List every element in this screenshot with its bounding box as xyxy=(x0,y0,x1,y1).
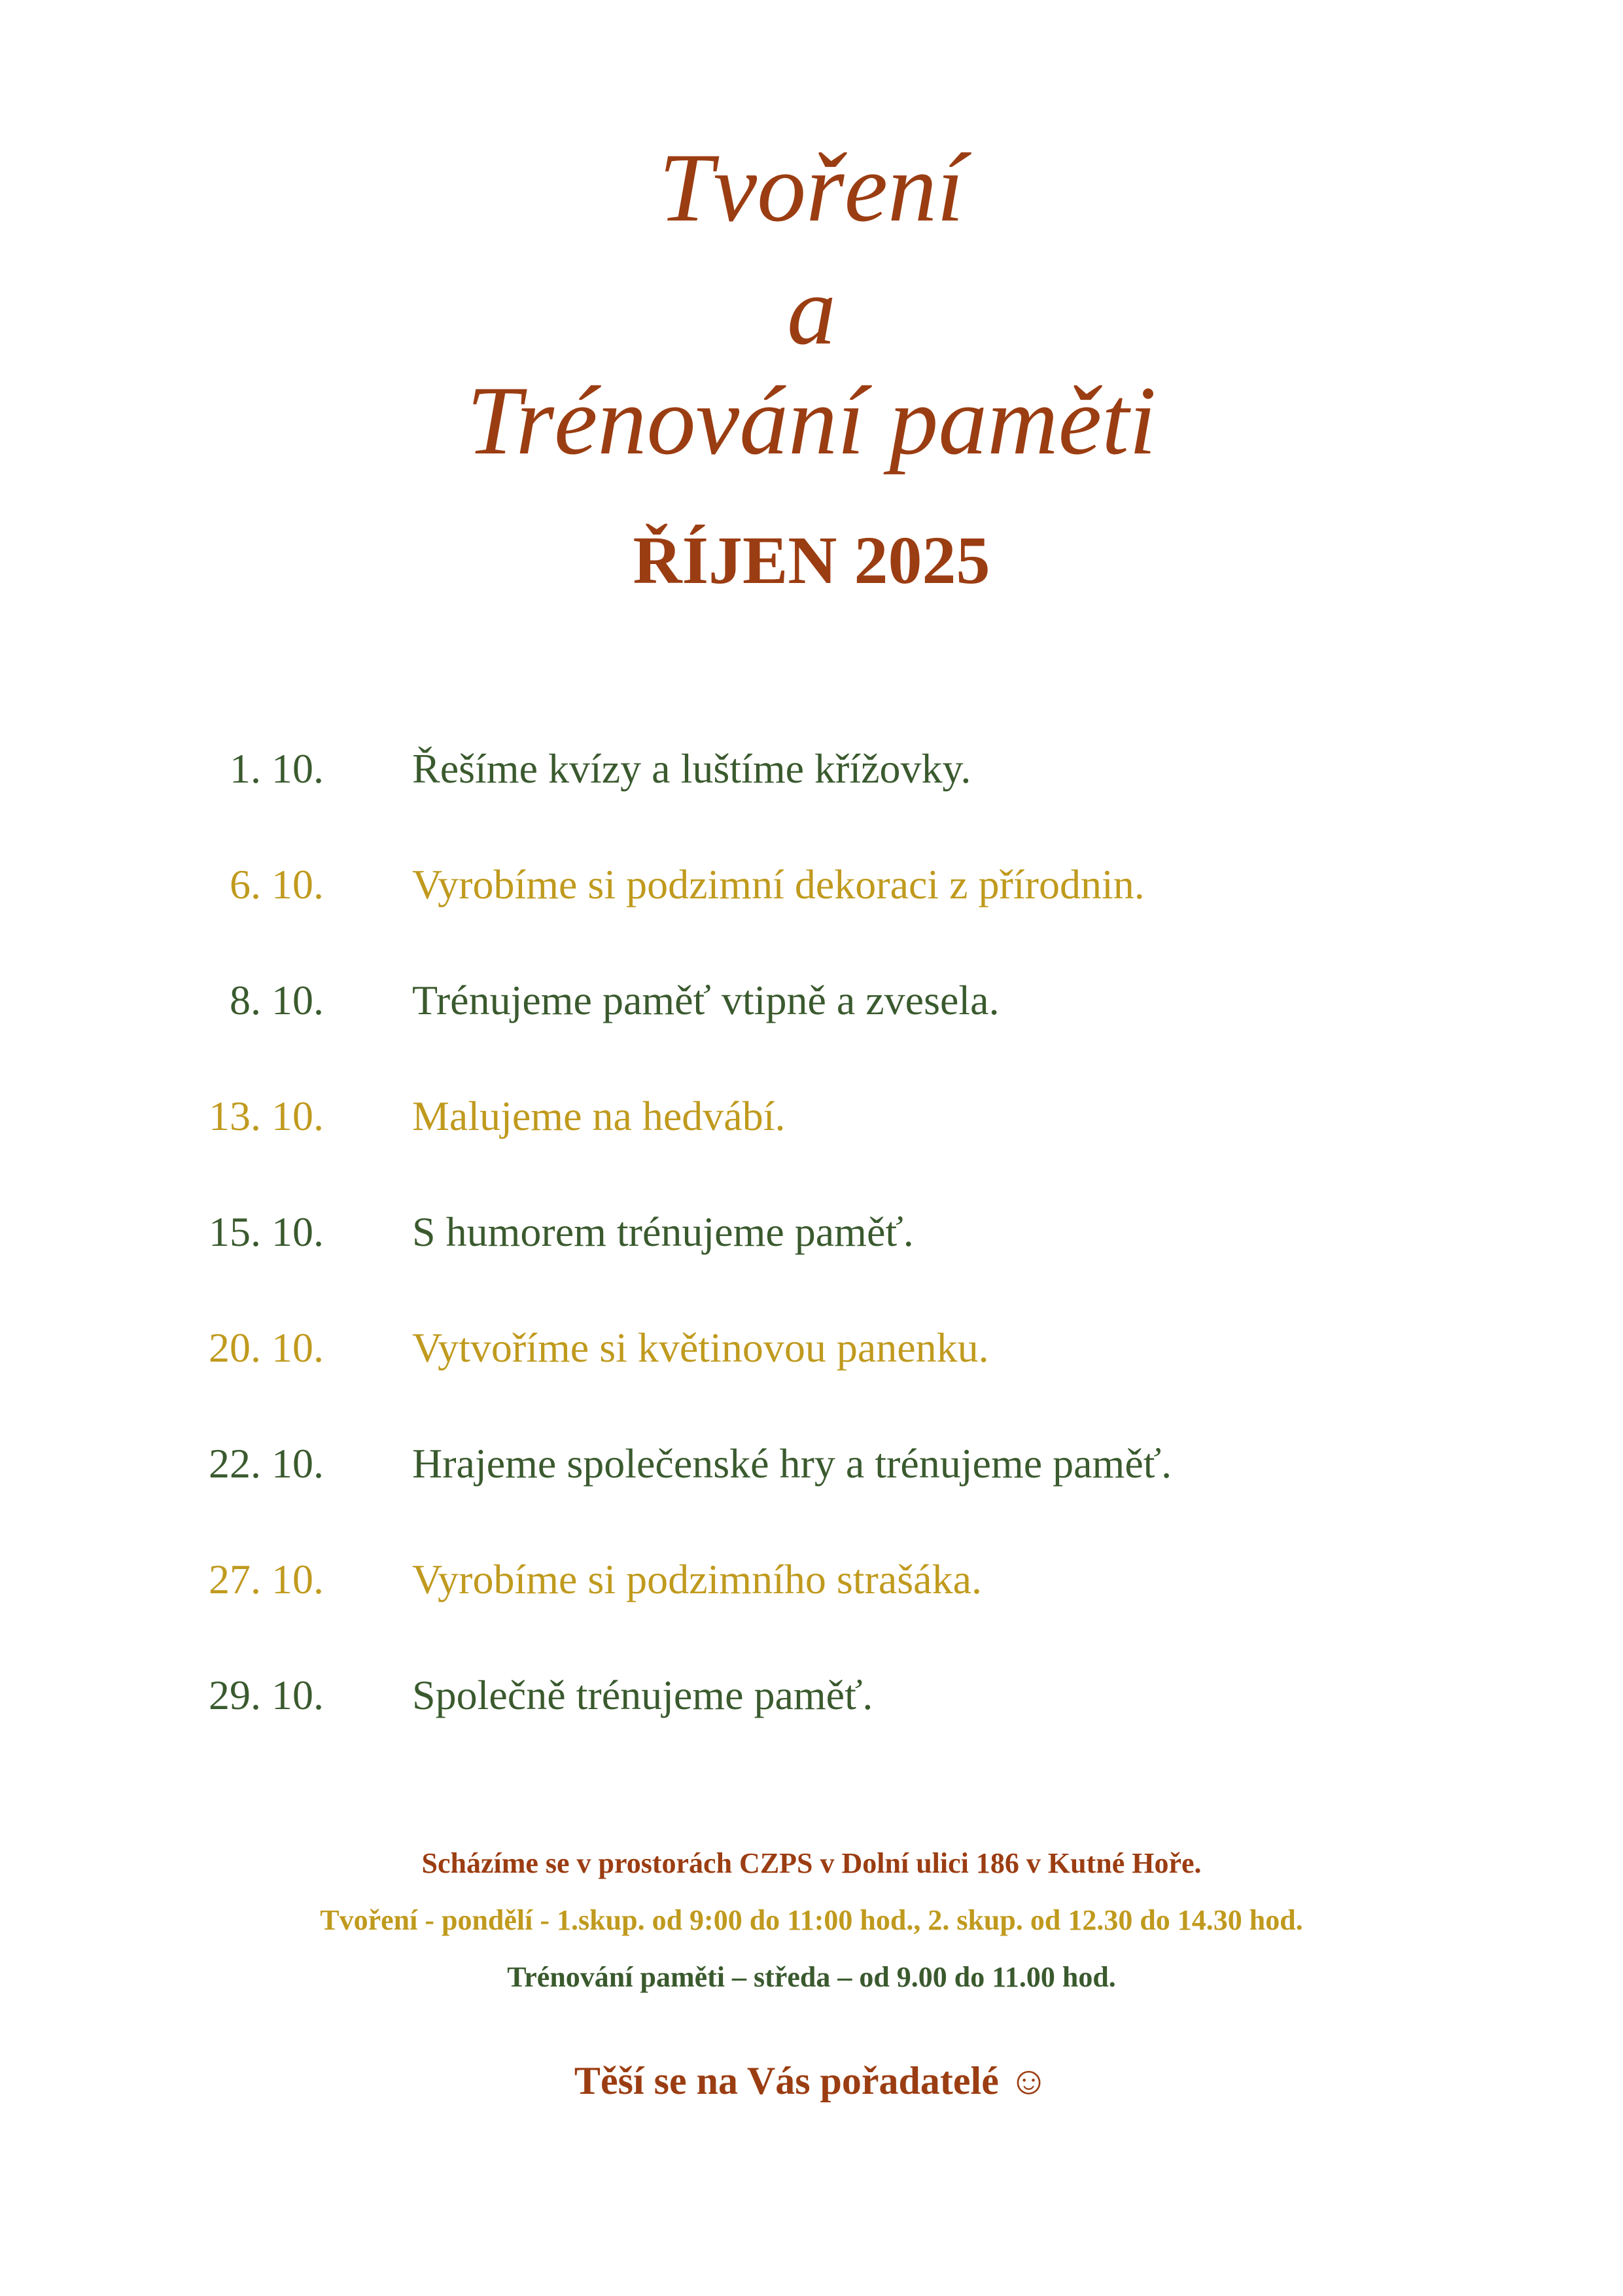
schedule-activity: Řešíme kvízy a luštíme křížovky. xyxy=(412,745,971,792)
schedule-row xyxy=(0,1550,1623,1609)
schedule-row xyxy=(0,855,1623,914)
schedule-activity: Malujeme na hedvábí. xyxy=(412,1093,786,1139)
schedule-activity: S humorem trénujeme paměť. xyxy=(412,1209,914,1255)
schedule-date: 15. 10. xyxy=(209,1209,324,1255)
month-heading: ŘÍJEN 2025 xyxy=(633,523,990,598)
schedule-activity: Společně trénujeme paměť. xyxy=(412,1672,873,1718)
schedule-row xyxy=(0,739,1623,798)
schedule-date: 27. 10. xyxy=(209,1556,324,1602)
schedule-date: 1. 10. xyxy=(230,745,324,792)
schedule-date: 22. 10. xyxy=(209,1440,324,1487)
creation-schedule-info: Tvoření - pondělí - 1.skup. od 9:00 do 11:00 hod., 2. skup. od 12.30 do 14.30 hod. xyxy=(320,1904,1303,1936)
schedule-row xyxy=(0,1434,1623,1493)
schedule-row xyxy=(0,971,1623,1030)
title-line-1: Tvoření xyxy=(659,133,964,242)
schedule-activity: Hrajeme společenské hry a trénujeme paměť. xyxy=(412,1440,1172,1487)
schedule-date: 6. 10. xyxy=(230,861,324,908)
schedule-date: 13. 10. xyxy=(209,1093,324,1139)
schedule-row xyxy=(0,1203,1623,1262)
schedule-date: 29. 10. xyxy=(209,1672,324,1718)
schedule-row xyxy=(0,1087,1623,1146)
schedule-activity: Trénujeme paměť vtipně a zvesela. xyxy=(412,977,1000,1023)
schedule-activity: Vyrobíme si podzimní dekoraci z přírodnin. xyxy=(412,861,1145,908)
title-line-2: a xyxy=(787,256,836,365)
closing-greeting: Těší se na Vás pořadatelé ☺ xyxy=(574,2059,1049,2102)
schedule-activity: Vytvoříme si květinovou panenku. xyxy=(412,1324,989,1371)
location-info: Scházíme se v prostorách CZPS v Dolní ulici 186 v Kutné Hoře. xyxy=(421,1847,1202,1879)
schedule-date: 20. 10. xyxy=(209,1324,324,1371)
memory-training-schedule-info: Trénování paměti – středa – od 9.00 do 11.00 hod. xyxy=(507,1961,1116,1993)
schedule-date: 8. 10. xyxy=(230,977,324,1023)
title-line-3: Trénování paměti xyxy=(466,366,1157,475)
schedule-activity: Vyrobíme si podzimního strašáka. xyxy=(412,1556,982,1602)
schedule-row xyxy=(0,1666,1623,1725)
schedule-row xyxy=(0,1318,1623,1377)
